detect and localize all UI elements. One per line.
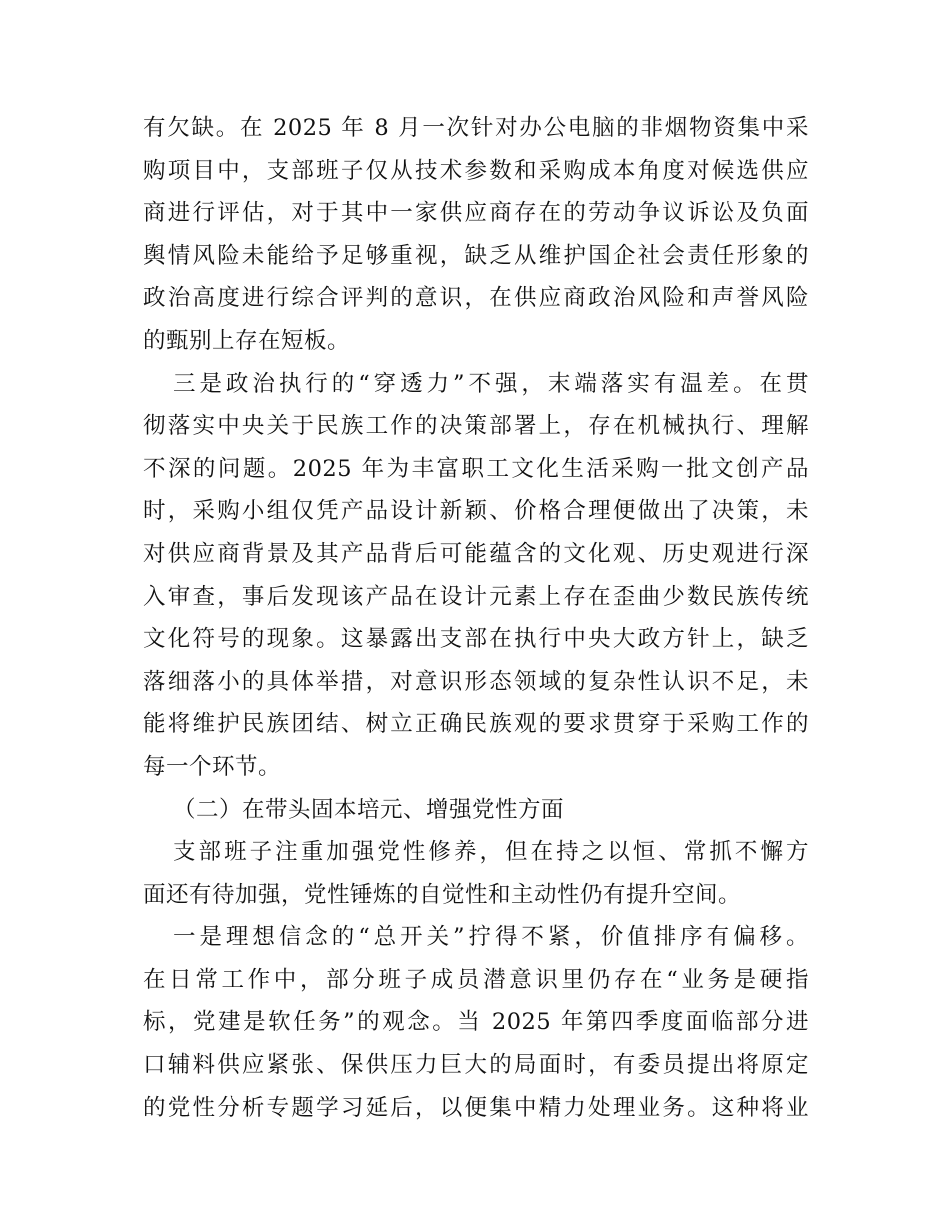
text-line: 购项目中，支部班子仅从技术参数和采购成本角度对候选供应 xyxy=(143,157,809,184)
text-line: 标，党建是软任务”的观念。当 2025 年第四季度面临部分进 xyxy=(143,1009,809,1036)
text-line: （二）在带头固本培元、增强党性方面 xyxy=(173,796,565,823)
text-line: 落细落小的具体举措，对意识形态领域的复杂性认识不足，未 xyxy=(143,668,809,695)
text-line: 的甄别上存在短板。 xyxy=(143,327,351,354)
text-line: 的党性分析专题学习延后，以便集中精力处理业务。这种将业 xyxy=(143,1094,809,1121)
text-line: 不深的问题。2025 年为丰富职工文化生活采购一批文创产品 xyxy=(143,455,809,482)
text-line: 彻落实中央关于民族工作的决策部署上，存在机械执行、理解 xyxy=(143,413,809,440)
text-line: 文化符号的现象。这暴露出支部在执行中央大政方针上，缺乏 xyxy=(143,626,809,653)
text-line: 口辅料供应紧张、保供压力巨大的局面时，有委员提出将原定 xyxy=(143,1052,809,1079)
text-line: 政治高度进行综合评判的意识，在供应商政治风险和声誉风险 xyxy=(143,285,809,312)
text-line: 支部班子注重加强党性修养，但在持之以恒、常抓不懈方 xyxy=(173,839,809,866)
text-line: 三是政治执行的“穿透力”不强，末端落实有温差。在贯 xyxy=(173,370,809,397)
text-line: 能将维护民族团结、树立正确民族观的要求贯穿于采购工作的 xyxy=(143,711,809,738)
document-body xyxy=(143,107,809,1129)
text-line: 商进行评估，对于其中一家供应商存在的劳动争议诉讼及负面 xyxy=(143,200,809,227)
text-line: 有欠缺。在 2025 年 8 月一次针对办公电脑的非烟物资集中采 xyxy=(143,115,809,141)
text-line: 入审查，事后发现该产品在设计元素上存在歪曲少数民族传统 xyxy=(143,583,809,610)
text-line: 对供应商背景及其产品背后可能蕴含的文化观、历史观进行深 xyxy=(143,540,809,567)
text-line: 一是理想信念的“总开关”拧得不紧，价值排序有偏移。 xyxy=(173,924,809,951)
text-line: 面还有待加强，党性锤炼的自觉性和主动性仍有提升空间。 xyxy=(143,881,742,908)
text-line: 每一个环节。 xyxy=(143,753,282,780)
text-line: 在日常工作中，部分班子成员潜意识里仍存在“业务是硬指 xyxy=(143,966,809,993)
text-line: 舆情风险未能给予足够重视，缺乏从维护国企社会责任形象的 xyxy=(143,242,809,269)
text-line: 时，采购小组仅凭产品设计新颖、价格合理便做出了决策，未 xyxy=(143,498,809,525)
